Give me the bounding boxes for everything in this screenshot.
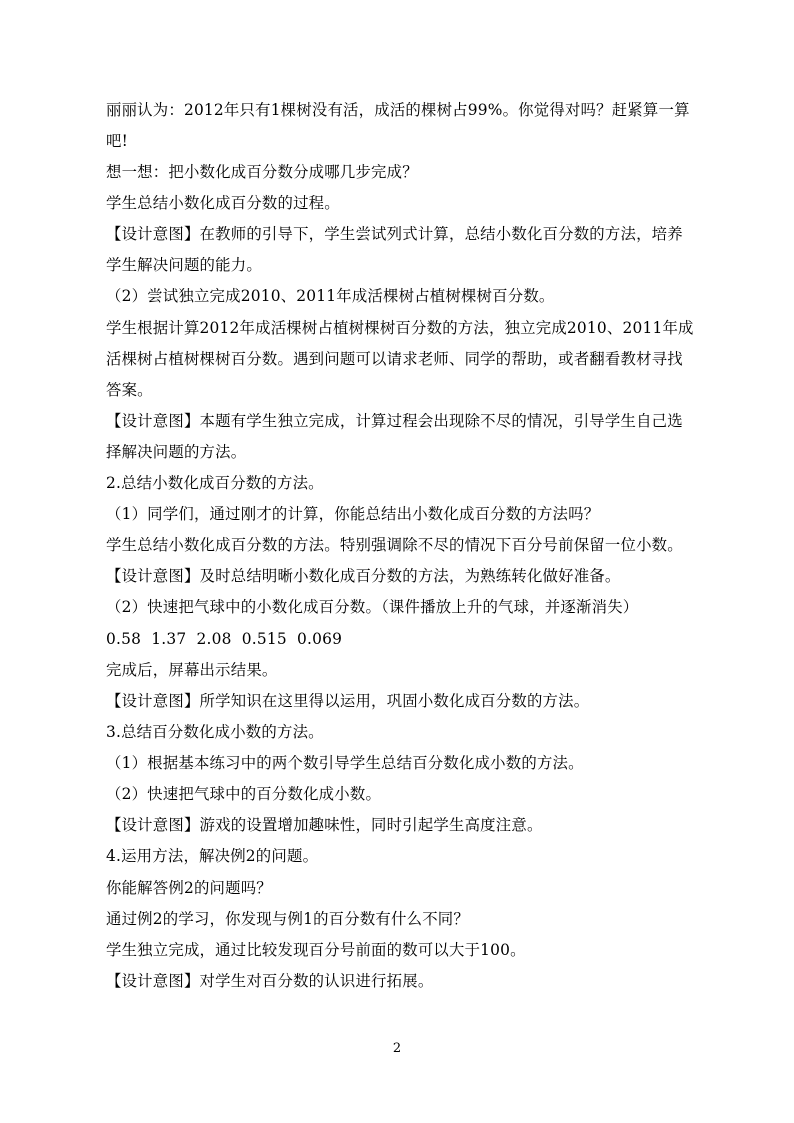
text-line: 丽丽认为：2012年只有1棵树没有活，成活的棵树占99%。你觉得对吗？赶紧算一算 xyxy=(106,101,690,119)
text-line: 活棵树占植树棵树百分数。遇到问题可以请求老师、同学的帮助，或者翻看教材寻找 xyxy=(106,350,683,368)
text-line: 学生总结小数化成百分数的过程。 xyxy=(106,194,340,212)
text-line: 【设计意图】游戏的设置增加趣味性，同时引起学生高度注意。 xyxy=(106,816,543,834)
text-line: 【设计意图】本题有学生独立完成，计算过程会出现除不尽的情况，引导学生自己选 xyxy=(106,412,683,430)
text-line: （1）同学们，通过刚才的计算，你能总结出小数化成百分数的方法吗？ xyxy=(106,505,600,523)
text-line: 择解决问题的方法。 xyxy=(106,443,247,461)
text-line: 【设计意图】在教师的引导下，学生尝试列式计算，总结小数化百分数的方法，培养 xyxy=(106,225,683,243)
text-line: （2）尝试独立完成2010、2011年成活棵树占植树棵树百分数。 xyxy=(106,287,555,305)
text-line: 你能解答例2的问题吗？ xyxy=(106,879,272,897)
text-line: 想一想：把小数化成百分数分成哪几步完成？ xyxy=(106,163,418,181)
text-line: 【设计意图】所学知识在这里得以运用，巩固小数化成百分数的方法。 xyxy=(106,692,590,710)
text-line: 通过例2的学习，你发现与例1的百分数有什么不同？ xyxy=(106,910,469,928)
text-line: （2）快速把气球中的百分数化成小数。 xyxy=(106,785,382,803)
text-line: 学生独立完成，通过比较发现百分号前面的数可以大于100。 xyxy=(106,941,526,959)
text-line: 吧! xyxy=(106,132,128,150)
text-line: 学生解决问题的能力。 xyxy=(106,256,262,274)
page-number: 2 xyxy=(392,1041,402,1056)
text-line: 学生根据计算2012年成活棵树占植树棵树百分数的方法，独立完成2010、2011年成 xyxy=(106,319,694,337)
text-line: 答案。 xyxy=(106,381,153,399)
text-line: （1）根据基本练习中的两个数引导学生总结百分数化成小数的方法。 xyxy=(106,754,584,772)
text-line: 完成后，屏幕出示结果。 xyxy=(106,661,278,679)
section-heading: 4.运用方法，解决例2的问题。 xyxy=(106,847,319,865)
text-line: 【设计意图】对学生对百分数的认识进行拓展。 xyxy=(106,972,434,990)
decimal-list: 0.58 1.37 2.08 0.515 0.069 xyxy=(106,630,343,648)
section-heading: 2.总结小数化成百分数的方法。 xyxy=(106,474,324,492)
text-line: （2）快速把气球中的小数化成百分数。（课件播放上升的气球，并逐渐消失） xyxy=(106,598,639,616)
text-line: 学生总结小数化成百分数的方法。特别强调除不尽的情况下百分号前保留一位小数。 xyxy=(106,536,683,554)
text-line: 【设计意图】及时总结明晰小数化成百分数的方法，为熟练转化做好准备。 xyxy=(106,567,621,585)
section-heading: 3.总结百分数化成小数的方法。 xyxy=(106,723,324,741)
